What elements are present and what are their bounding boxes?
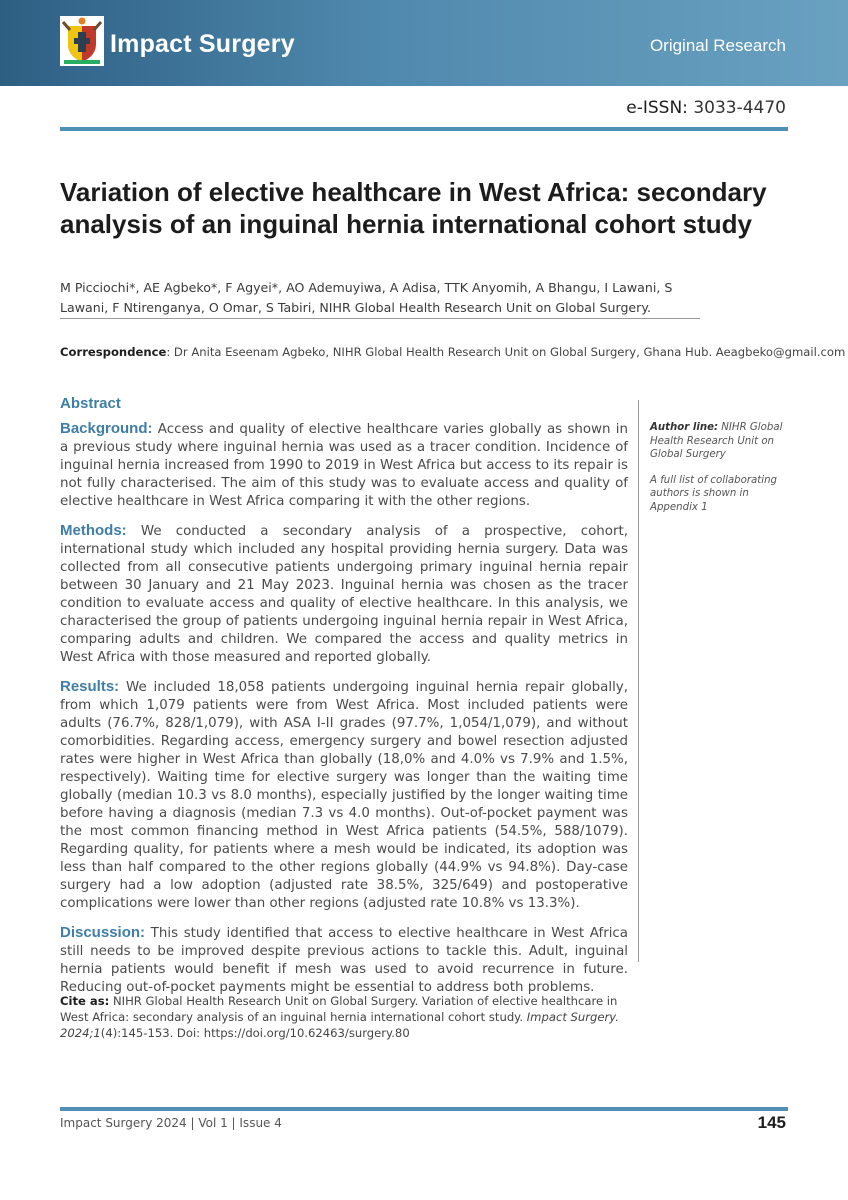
correspondence-label: Correspondence	[60, 345, 167, 359]
abstract-methods	[60, 522, 628, 667]
background-label: Background:	[60, 420, 153, 437]
coat-of-arms-logo	[60, 16, 104, 66]
correspondence-text: : Dr Anita Eseenam Agbeko, NIHR Global Health Research Unit on Global Surgery, Ghana Hub. Aeagbeko@gmail.com	[166, 345, 846, 359]
issn-label: e-ISSN:	[626, 98, 688, 118]
abstract-heading: Abstract	[60, 395, 121, 412]
citation-block	[60, 993, 634, 1041]
sidebar-divider	[638, 400, 639, 962]
article-title: Variation of elective healthcare in West Africa: secondary analysis of an inguinal hernia international cohort study	[60, 177, 767, 239]
methods-text: We conducted a secondary analysis of a prospective, cohort, international study which included any hospital providing hernia surgery. Data was collected from all consecutive patients undergoing primary inguinal hernia repair between 30 January and 21 May 2023. Inguinal hernia was chosen as the tracer condition to evaluate access and quality of elective healthcare. In this analysis, we characterised the group of patients undergoing inguinal hernia repair in West Africa, comparing adults and children. We compared the access and quality metrics in West Africa with those measured and reported globally.	[60, 524, 628, 665]
methods-label: Methods:	[60, 522, 127, 539]
abstract-discussion	[60, 924, 628, 997]
sidebar-notes	[650, 421, 784, 526]
abstract-results	[60, 678, 628, 913]
discussion-label: Discussion:	[60, 924, 146, 941]
results-label: Results:	[60, 678, 120, 695]
authors-divider	[60, 318, 700, 319]
article-type-label: Original Research	[649, 36, 786, 55]
author-line-label: Author line:	[650, 422, 719, 433]
background-text: Access and quality of elective healthcare varies globally as shown in a previous study where inguinal hernia was used as a tracer condition. Incidence of inguinal hernia increased from 1990 to 2019 in West Africa but access to its repair is not fully characterised. The aim of this study was to evaluate access and quality of elective healthcare in West Africa comparing it with the other regions.	[60, 422, 628, 509]
footer-journal-info: Impact Surgery 2024 | Vol 1 | Issue 4	[60, 1116, 282, 1130]
abstract-section	[60, 395, 628, 1008]
cite-label: Cite as:	[60, 994, 110, 1008]
author-line-note	[650, 421, 784, 462]
footer-divider	[60, 1107, 788, 1111]
discussion-text: This study identified that access to elective healthcare in West Africa still needs to be improved despite previous actions to tackle this. Adult, inguinal hernia patients would benefit if mesh was used to avoid recurrence in future. Reducing out-of-pocket payments might be essential to address both problems.	[60, 926, 628, 995]
issn-value: 3033-4470	[693, 98, 786, 118]
abstract-background	[60, 420, 628, 511]
author-list: M Picciochi*, AE Agbeko*, F Agyei*, AO Ademuyiwa, A Adisa, TTK Anyomih, A Bhangu, I Lawani, S Lawani, F Ntirenganya, O Omar, S Tabiri, NIHR Global Health Research Unit on Global Surgery.	[60, 280, 673, 315]
issn-divider	[60, 127, 788, 131]
cite-doi: (4):145-153. Doi: https://doi.org/10.62463/surgery.80	[100, 1026, 410, 1040]
results-text: We included 18,058 patients undergoing inguinal hernia repair globally, from which 1,079 patients were from West Africa. Most included patients were adults (76.7%, 828/1,079), with ASA I-II grades (97.7%, 1,054/1,079), and without comorbidities. Regarding access, emergency surgery and bowel resection adjusted rates were higher in West Africa than globally (18,0% and 4.0% vs 7.9% and 1.5%, respectively). Waiting time for elective surgery was longer than the waiting time globally (median 10.3 vs 8.0 months), especially justified by the longer waiting time before having a diagnosis (median 7.3 vs 4.0 months). Out-of-pocket payment was the most common financing method in West Africa patients (54.5%, 588/1079). Regarding quality, for patients where a mesh would be indicated, its adoption was less than half compared to the other regions globally (44.9% vs 94.8%). Day-case surgery had a low adoption (adjusted rate 38.5%, 325/649) and postoperative complications were lower than other regions (adjusted rate 10.8% vs 13.3%).	[60, 680, 628, 911]
journal-header-bar	[0, 0, 848, 86]
cite-journal: Impact Surgery. 2024;1	[60, 1010, 619, 1040]
page-number: 145	[757, 1113, 786, 1132]
correspondence-line	[60, 345, 846, 359]
cite-text: NIHR Global Health Research Unit on Global Surgery. Variation of elective healthcare in West Africa: secondary analysis of an inguinal hernia international cohort study.	[60, 994, 618, 1024]
issn-line	[626, 98, 786, 118]
author-line-text: NIHR Global Health Research Unit on Global Surgery	[650, 422, 783, 460]
journal-brand-name: Impact Surgery	[110, 30, 295, 58]
collaborators-note: A full list of collaborating authors is shown in Appendix 1	[650, 474, 778, 513]
